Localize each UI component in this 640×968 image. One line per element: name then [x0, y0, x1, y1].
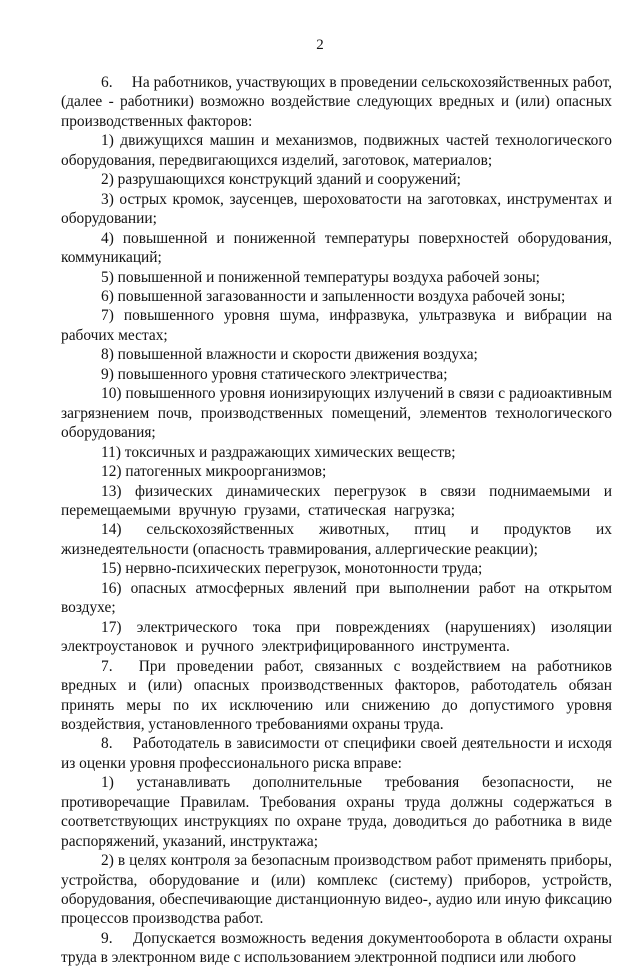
factor-7: 7) повышенного уровня шума, инфразвука, ультразвука и вибрации на рабочих местах; — [61, 307, 612, 344]
paragraph-6: 6. На работников, участвующих в проведении сельскохозяйственных работ, (далее - работники) возможно воздействие следующих вредных и (или) опасных производственных факторов: — [61, 74, 612, 130]
factor-11: 11) токсичных и раздражающих химических веществ; — [101, 443, 456, 461]
factor-14: 14) сельскохозяйственных животных, птиц и продуктов их жизнедеятельности (опасность травмирования, аллергические реакции); — [61, 521, 612, 558]
factor-9: 9) повышенного уровня статического электричества; — [101, 365, 448, 383]
factor-8: 8) повышенной влажности и скорости движения воздуха; — [101, 346, 478, 364]
factor-13: 13) физических динамических перегрузок в связи поднимаемыми и перемещаемыми вручную грузами, статическая нагрузка; — [61, 482, 612, 519]
factor-16: 16) опасных атмосферных явлений при выполнении работ на открытом воздухе; — [61, 579, 612, 617]
document-body — [61, 73, 612, 968]
paragraph-8-item-2: 2) в целях контроля за безопасным производством работ применять приборы, устройства, оборудование и (или) комплекс (систему) приборов, устройств, оборудования, обеспечивающие дистанционную видео-, аудио или иную фиксацию процессов производства работ. — [61, 852, 612, 928]
factor-6: 6) повышенной загазованности и запыленности воздуха рабочей зоны; — [101, 287, 566, 305]
paragraph-9: 9. Допускается возможность ведения документооборота в области охраны труда в электронном виде с использованием электронной подписи или любого — [61, 929, 612, 967]
factor-10: 10) повышенного уровня ионизирующих излучений в связи с радиоактивным загрязнением почв, производственных помещений, элементов технологического оборудования; — [61, 385, 612, 442]
paragraph-7: 7. При проведении работ, связанных с воздействием на работников вредных и (или) опасных производственных факторов, работодатель обязан принять меры по их исключению или снижению до допустимого уровня воздействия, установленного требованиями охраны труда. — [61, 657, 612, 733]
factor-15: 15) нервно-психических перегрузок, монотонности труда; — [101, 560, 483, 578]
factor-12: 12) патогенных микроорганизмов; — [101, 463, 327, 481]
factor-3: 3) острых кромок, заусенцев, шероховатости на заготовках, инструментах и оборудовании; — [61, 190, 612, 228]
factor-1: 1) движущихся машин и механизмов, подвижных частей технологического оборудования, передвигающихся изделий, заготовок, материалов; — [61, 132, 612, 169]
factor-17: 17) электрического тока при повреждениях (нарушениях) изоляции электроустановок и ручного электрифицированного инструмента. — [61, 618, 612, 656]
factor-4: 4) повышенной и пониженной температуры поверхностей оборудования, коммуникаций; — [61, 229, 612, 267]
paragraph-8-item-1: 1) устанавливать дополнительные требования безопасности, не противоречащие Правилам. Требования охраны труда должны содержаться в соответствующих инструкциях по охране труда, доводиться до работника в виде распоряжений, указаний, инструктажа; — [61, 774, 612, 850]
factor-2: 2) разрушающихся конструкций зданий и сооружений; — [101, 171, 461, 189]
paragraph-8: 8. Работодатель в зависимости от специфики своей деятельности и исходя из оценки уровня профессионального риска вправе: — [61, 735, 612, 772]
factor-5: 5) повышенной и пониженной температуры воздуха рабочей зоны; — [101, 268, 540, 286]
page-number: 2 — [316, 37, 324, 53]
